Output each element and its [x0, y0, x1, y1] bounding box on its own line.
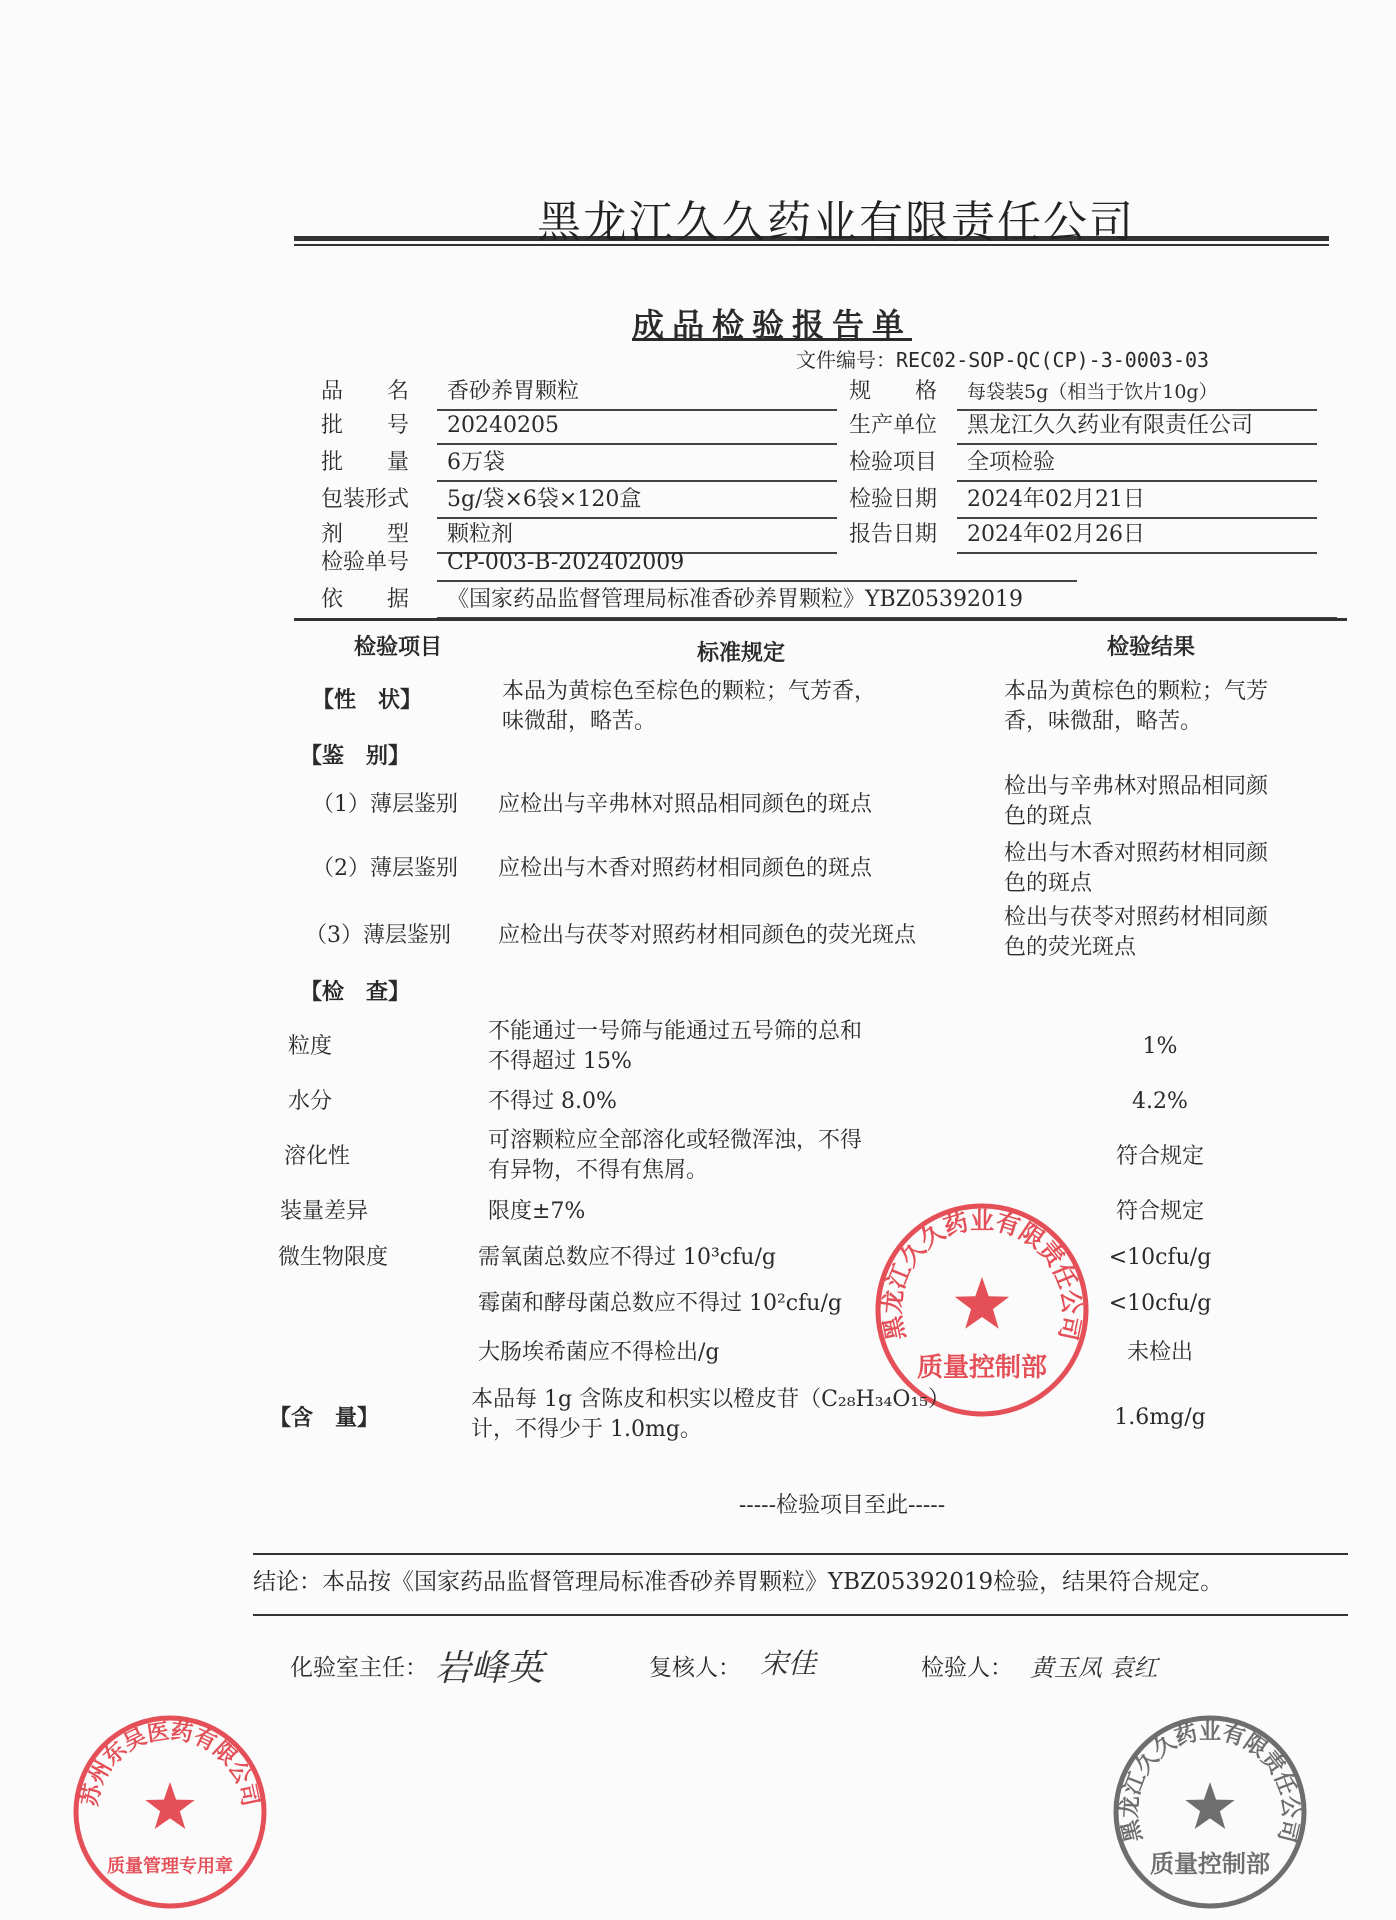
row-standard: 应检出与茯苓对照药材相同颜色的荧光斑点 [498, 923, 917, 948]
conclusion: 结论：本品按《国家药品监督管理局标准香砂养胃颗粒》YBZ05392019检验，结果符合规定。 [253, 1569, 1224, 1595]
conclusion-bottom-rule [253, 1614, 1348, 1616]
row-result: 检出与辛弗林对照品相同颜 [1004, 774, 1269, 799]
stamp-ring-text: 苏州东吴医药有限公司 [77, 1719, 263, 1809]
row-item: （2）薄层鉴别 [312, 856, 458, 881]
row-result: 本品为黄棕色的颗粒；气芳 [1004, 679, 1269, 704]
row-standard: 应检出与辛弗林对照品相同颜色的斑点 [498, 792, 873, 817]
info-label: 依 据 [321, 587, 410, 612]
info-underline [437, 409, 837, 411]
stamp-center-text: 质量控制部 [916, 1353, 1048, 1383]
info-underline [437, 517, 837, 519]
row-result: 符合规定 [1115, 1144, 1205, 1169]
row-item: 【鉴 别】 [300, 743, 411, 769]
reviewer-label: 复核人： [649, 1655, 741, 1681]
stamp-center-text: 质量管理专用章 [107, 1856, 233, 1877]
info-underline [957, 443, 1317, 445]
lab-director-label: 化验室主任： [290, 1655, 428, 1681]
info-underline [437, 480, 837, 482]
info-label: 批 量 [321, 450, 410, 475]
row-result: 香，味微甜，略苦。 [1004, 709, 1203, 734]
row-result: 未检出 [1126, 1340, 1194, 1365]
row-result: 符合规定 [1115, 1199, 1205, 1224]
row-standard: 应检出与木香对照药材相同颜色的斑点 [498, 856, 873, 881]
row-standard: 限度±7% [488, 1199, 586, 1224]
row-result: <10cfu/g [1108, 1291, 1212, 1316]
row-item: （3）薄层鉴别 [305, 923, 451, 948]
info-value: 2024年02月21日 [967, 487, 1145, 512]
info-bottom-rule [294, 618, 1347, 621]
info-label: 报告日期 [849, 522, 938, 547]
row-standard: 本品为黄棕色至棕色的颗粒；气芳香， [502, 679, 877, 704]
info-value: 20240205 [447, 413, 559, 438]
info-underline [957, 517, 1317, 519]
row-item: 【检 查】 [300, 979, 411, 1005]
info-label: 检验项目 [849, 450, 938, 475]
row-standard: 有异物，不得有焦屑。 [488, 1158, 709, 1183]
info-underline [437, 443, 837, 445]
svg-text:黑龙江久久药业有限责任公司 [878, 1207, 1086, 1343]
info-underline [957, 552, 1317, 554]
column-header-result: 检验结果 [1106, 634, 1196, 660]
info-value: 6万袋 [447, 450, 505, 475]
row-item: （1）薄层鉴别 [312, 792, 458, 817]
info-value: 香砂养胃颗粒 [447, 379, 580, 404]
row-standard: 大肠埃希菌应不得检出/g [478, 1340, 720, 1365]
row-standard: 计，不得少于 1.0mg。 [471, 1417, 702, 1442]
row-result: 4.2% [1132, 1089, 1188, 1114]
row-item: 水分 [288, 1089, 333, 1114]
row-standard: 不得过 8.0% [488, 1089, 617, 1114]
info-label: 检验日期 [849, 487, 938, 512]
info-value: CP-003-B-202402009 [447, 550, 685, 575]
qc-department-stamp-gray [1110, 1712, 1310, 1912]
info-value: 全项检验 [967, 450, 1056, 475]
info-label: 生产单位 [849, 413, 938, 438]
info-value: 颗粒剂 [447, 522, 514, 547]
info-value: 5g/袋×6袋×120盒 [447, 487, 642, 512]
file-number [796, 346, 1209, 374]
column-header-item: 检验项目 [353, 634, 443, 660]
supplier-quality-stamp [70, 1712, 270, 1912]
row-result: 色的斑点 [1004, 804, 1093, 829]
info-value: 每袋装5g（相当于饮片10g） [967, 381, 1218, 403]
info-label: 检验单号 [321, 550, 410, 575]
info-label: 剂 型 [321, 522, 410, 547]
reviewer-signature: 宋佳 [760, 1647, 817, 1680]
row-result: 色的斑点 [1004, 871, 1093, 896]
info-underline [437, 580, 1077, 582]
company-name: 黑龙江久久药业有限责任公司 [537, 197, 1135, 248]
stamp-center-text: 质量控制部 [1150, 1850, 1270, 1878]
row-result: 1.6mg/g [1114, 1405, 1206, 1430]
info-label: 批 号 [321, 413, 410, 438]
stamp-ring-text: 黑龙江久久药业有限责任公司 [878, 1206, 1086, 1343]
row-result: <10cfu/g [1108, 1245, 1212, 1270]
inspector-label: 检验人： [921, 1655, 1013, 1681]
row-item: 装量差异 [280, 1199, 369, 1224]
inspector-signature: 黄玉凤 袁红 [1030, 1654, 1158, 1682]
star-icon [955, 1277, 1009, 1329]
row-result: 1% [1142, 1034, 1178, 1059]
row-standard: 味微甜，略苦。 [502, 709, 657, 734]
info-underline [957, 409, 1317, 411]
row-standard: 本品每 1g 含陈皮和枳实以橙皮苷（C₂₈H₃₄O₁₅） [471, 1387, 951, 1412]
file-number-label: 文件编号： [796, 348, 896, 372]
row-item: 粒度 [288, 1034, 333, 1059]
row-item: 【性 状】 [312, 687, 423, 713]
star-icon [145, 1782, 194, 1829]
stamp-ring-text: 黑龙江久久药业有限责任公司 [1117, 1719, 1303, 1845]
row-item: 微生物限度 [278, 1245, 389, 1270]
row-result: 检出与木香对照药材相同颜 [1004, 841, 1269, 866]
info-value: 黑龙江久久药业有限责任公司 [967, 413, 1254, 438]
row-result: 检出与茯苓对照药材相同颜 [1004, 905, 1269, 930]
end-marker: -----检验项目至此----- [738, 1493, 946, 1518]
report-title: 成品检验报告单 [631, 306, 912, 344]
column-header-standard: 标准规定 [696, 640, 786, 666]
row-result: 色的荧光斑点 [1004, 935, 1137, 960]
row-standard: 不得超过 15% [488, 1049, 632, 1074]
row-standard: 霉菌和酵母菌总数应不得过 10²cfu/g [478, 1291, 842, 1316]
row-standard: 不能通过一号筛与能通过五号筛的总和 [488, 1019, 863, 1044]
info-label: 规 格 [849, 379, 938, 404]
row-item: 【含 量】 [269, 1405, 380, 1431]
info-underline [957, 480, 1317, 482]
info-value: 2024年02月26日 [967, 522, 1145, 547]
star-icon [1185, 1782, 1234, 1829]
file-number-value: REC02-SOP-QC(CP)-3-0003-03 [896, 348, 1210, 372]
row-standard: 可溶颗粒应全部溶化或轻微浑浊，不得 [488, 1128, 863, 1153]
row-standard: 需氧菌总数应不得过 10³cfu/g [478, 1245, 776, 1270]
row-item: 溶化性 [284, 1144, 351, 1169]
info-value: 《国家药品监督管理局标准香砂养胃颗粒》YBZ05392019 [447, 587, 1023, 612]
info-label: 包装形式 [321, 487, 410, 512]
lab-director-signature: 岩峰英 [435, 1648, 544, 1689]
conclusion-top-rule [253, 1553, 1348, 1555]
info-label: 品 名 [321, 379, 410, 404]
